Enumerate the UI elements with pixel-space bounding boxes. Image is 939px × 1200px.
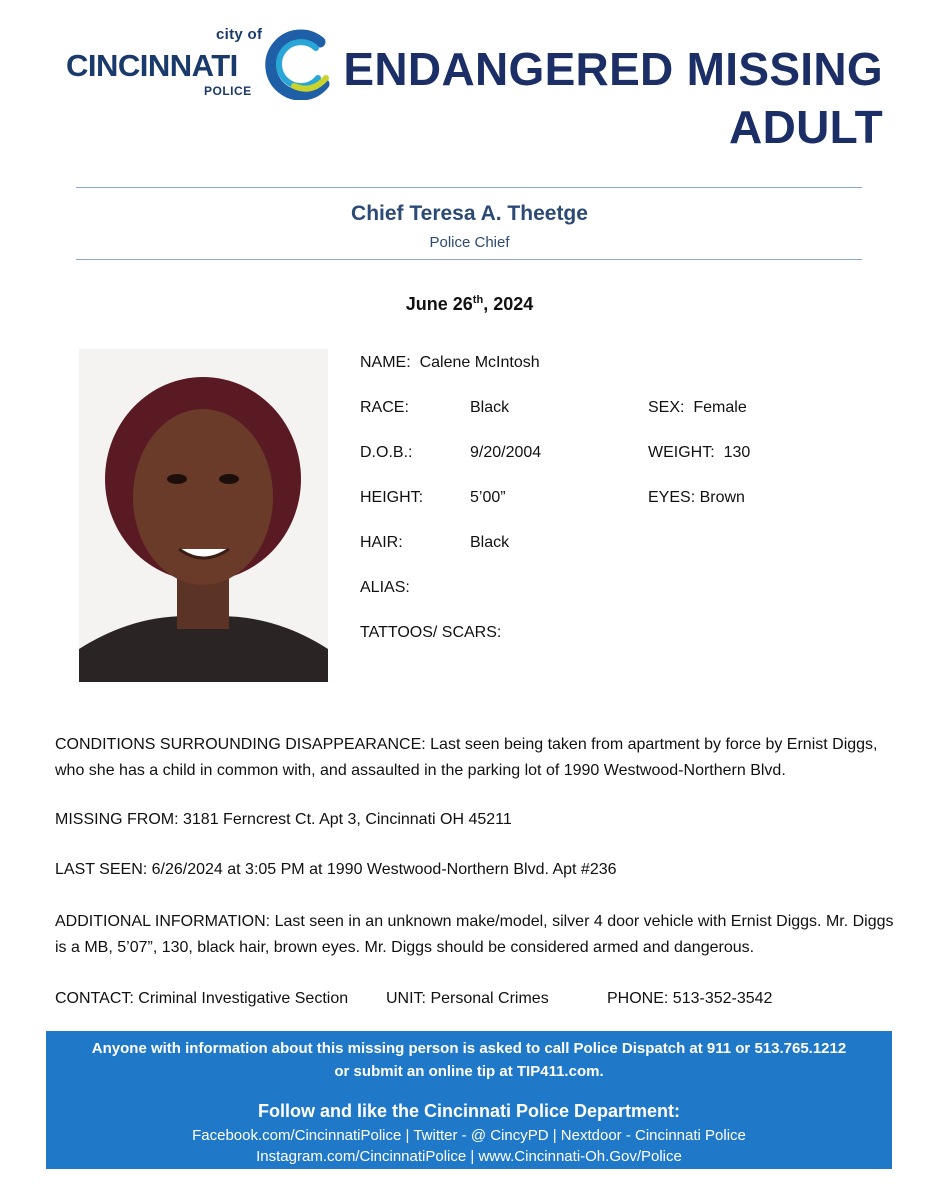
logo-city-name: CINCINNATI bbox=[66, 48, 238, 83]
hair-value: Black bbox=[470, 534, 510, 551]
eyes-row: EYES: Brown bbox=[648, 489, 745, 506]
title-line-2: ADULT bbox=[729, 101, 883, 153]
alias-label: ALIAS: bbox=[360, 579, 410, 596]
sex-row: SEX: Female bbox=[648, 399, 747, 416]
height-value: 5’00” bbox=[470, 489, 506, 506]
social-line-1: Facebook.com/CincinnatiPolice | Twitter - @ CincyPD | Nextdoor - Cincinnati Police bbox=[192, 1127, 746, 1144]
tip-banner bbox=[46, 1031, 892, 1169]
weight-row: WEIGHT: 130 bbox=[648, 444, 751, 461]
conditions-text: CONDITIONS SURROUNDING DISAPPEARANCE: Last seen being taken from apartment by force by Ernist Diggs, who she has a child in common with, and assaulted in the parking lot of 1990 Westwood-Northern Blvd. bbox=[55, 736, 878, 779]
follow-heading: Follow and like the Cincinnati Police Department: bbox=[257, 1101, 681, 1121]
unit-text: UNIT: Personal Crimes bbox=[386, 990, 549, 1007]
cincinnati-police-logo bbox=[66, 26, 336, 102]
missing-person-photo bbox=[79, 349, 328, 682]
name-row: NAME: Calene McIntosh bbox=[360, 354, 540, 371]
hair-label: HAIR: bbox=[360, 534, 403, 551]
last-seen-text: LAST SEEN: 6/26/2024 at 3:05 PM at 1990 Westwood-Northern Blvd. Apt #236 bbox=[55, 861, 617, 878]
tattoos-label: TATTOOS/ SCARS: bbox=[360, 624, 502, 641]
logo-city-of: city of bbox=[216, 26, 263, 43]
height-label: HEIGHT: bbox=[360, 489, 424, 506]
dob-label: D.O.B.: bbox=[360, 444, 413, 461]
phone-text: PHONE: 513-352-3542 bbox=[607, 990, 773, 1007]
missing-from-text: MISSING FROM: 3181 Ferncrest Ct. Apt 3, Cincinnati OH 45211 bbox=[55, 811, 512, 828]
bulletin-date: June 26th, 2024 bbox=[405, 294, 534, 314]
city-c-emblem-icon bbox=[264, 28, 334, 100]
name-value: Calene McIntosh bbox=[419, 354, 540, 371]
divider-top bbox=[76, 187, 862, 188]
contact-text: CONTACT: Criminal Investigative Section bbox=[55, 990, 349, 1007]
race-label: RACE: bbox=[360, 399, 409, 416]
dob-value: 9/20/2004 bbox=[470, 444, 542, 461]
poster-title bbox=[343, 40, 883, 156]
divider-bottom bbox=[76, 259, 862, 260]
additional-info-text: ADDITIONAL INFORMATION: Last seen in an unknown make/model, silver 4 door vehicle with Ernist Diggs. Mr. Diggs is a MB, 5’07”, 130, black hair, brown eyes. Mr. Diggs should be considered armed and dangerous. bbox=[55, 913, 894, 956]
chief-name: Chief Teresa A. Theetge bbox=[351, 202, 588, 225]
logo-police: POLICE bbox=[204, 84, 252, 98]
social-line-2: Instagram.com/CincinnatiPolice | www.Cincinnati-Oh.Gov/Police bbox=[256, 1148, 682, 1165]
race-value: Black bbox=[470, 399, 510, 416]
tip-message: Anyone with information about this missing person is asked to call Police Dispatch at 911 or 513.765.1212 or submit an online tip at TIP411.com. bbox=[91, 1040, 847, 1080]
chief-role: Police Chief bbox=[429, 234, 510, 251]
title-line-1: ENDANGERED MISSING bbox=[343, 43, 883, 95]
social-links bbox=[46, 1125, 892, 1167]
